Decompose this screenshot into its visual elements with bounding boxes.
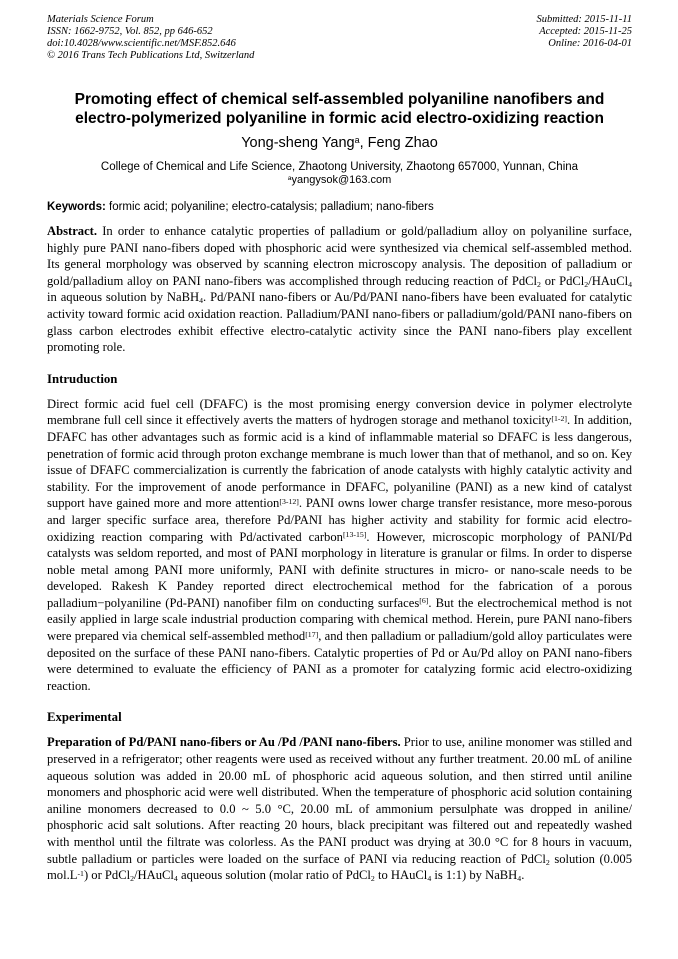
journal-header-left <box>47 14 254 62</box>
abstract-text: In order to enhance catalytic properties of palladium or gold/palladium alloy on polyaniline surface, highly pure PANI nano-fibers doped with phosphoric acid were synthesized via chemical self-assembled method. Its general morphology was observed by scanning electron microscopy analysis. The deposition of palladium or gold/palladium alloy on PANI nano-fibers was accomplished through reducing reaction of PdCl$_2$ or PdCl$_2$/HAuCl$_4$ in aqueous solution by NaBH$_4$. Pd/PANI nano-fibers or Au/Pd/PANI nano-fibers have been evaluated for catalytic activity toward formic acid oxidation reaction. Palladium/PANI nano-fibers or palladium/gold/PANI nano-fibers on glass carbon electrodes exhibit effective electro-catalytic activity since the PANI nano-fibers play excellent promoting role. <box>47 224 632 355</box>
abstract-label: Abstract. <box>47 224 98 238</box>
journal-title: Materials Science Forum <box>47 14 154 25</box>
experimental-heading: Experimental <box>47 710 122 725</box>
online-date: Online: 2016-04-01 <box>548 38 632 49</box>
copyright-line: © 2016 Trans Tech Publications Ltd, Switzerland <box>47 50 255 61</box>
email-line: $^a$yangysok@163.com <box>287 174 392 186</box>
submitted-date: Submitted: 2015-11-11 <box>536 14 632 25</box>
keywords-label: Keywords: <box>47 201 106 213</box>
keywords-line <box>47 200 632 214</box>
keywords-list: formic acid; polyaniline; electro-catalysis; palladium; nano-fibers <box>109 201 434 213</box>
issn-volume-pages: ISSN: 1662-9752, Vol. 852, pp 646-652 <box>47 26 213 37</box>
experimental-runin-heading: Preparation of Pd/PANI nano-fibers or Au /Pd /PANI nano-fibers. <box>47 735 401 750</box>
doi-line: doi:10.4028/www.scientific.net/MSF.852.646 <box>47 38 236 49</box>
journal-header <box>47 14 632 62</box>
journal-header-right <box>536 14 632 62</box>
paper-title: Promoting effect of chemical self-assembled polyaniline nanofibers and electro-polymerized polyaniline in formic acid electro-oxidizing reaction <box>74 91 605 127</box>
introduction-paragraph: Direct formic acid fuel cell (DFAFC) is the most promising energy conversion device in polymer electrolyte membrane full cell since it effectively averts the matters of hydrogen storage and methanol toxicity[1-2]. In addition, DFAFC has other advantages such as formic acid is a kind of inflammable material so DFAFC is less dangerous, penetration of formic acid through proton exchange membrane is much lower than that of methanol, and so on. Key issue of DFAFC commercialization is currently the fabrication of anode catalysts with highly catalytic activity and stability. For the improvement of anode performance in DFAFC, polyaniline (PANI) as a new kind of catalyst support have gained more and more attention[3-12]. PANI owns lower charge transfer resistance, more meso-porous and larger specific surface area, therefore Pd/PANI has higher activity and stability for formic acid electro-oxidizing reaction comparing with Pd/activated carbon[13-15]. However, microscopic morphology of PANI/Pd catalysts was seldom reported, and most of PANI morphology in literature is granular or films. In order to disperse noble metal among PANI more uniformly, PANI with definite structures in micro- or nano-scale needs to be developed. Rakesh K Pandey reported direct electrochemical method for the fabrication of a porous palladium−polyaniline (Pd-PANI) nanofiber film on conducting surfaces[6]. But the electrochemical method is not easily applied in large scale industrial production comparing with chemical method. Herein, pure PANI nano-fibers were prepared via chemical self-assembled method[17], and then palladium or palladium/gold alloy particulates were deposited on the surface of these PANI nano-fibers. Catalytic properties of Pd or Au/Pd alloy on PANI nano-fibers were determined to evaluate the efficiency of PANI as a promoter for catalyzing formic acid electro-oxidizing reaction. <box>47 396 632 693</box>
experimental-text: Prior to use, aniline monomer was stilled and preserved in a refrigerator; other reagents were used as received without any further treatment. 20.00 mL of aniline aqueous solution was added in 20.00 mL of phosphoric acid aqueous solution, and then stirred until aniline monomers and phosphoric acid were well distributed. When the temperature of phosphoric acid solution containing aniline monomers decreased to 0.0 ~ 5.0 °C, 20.00 mL of ammonium persulphate was dropped in aniline/ phosphoric acid salt solutions. After reacting 20 hours, black precipitant was filtered out and repeatedly washed with menthol until the filtrate was colorless. As the PANI product was drying at 30.0 °C for 8 hours in vacuum, subtle palladium or particles were loaded on the surface of PANI via reducing reaction of PdCl$_2$ solution (0.005 $mol.L^{-1}$) or PdCl$_2$/HAuCl$_4$ aqueous solution (molar ratio of PdCl$_2$ to HAuCl$_4$ is 1:1) by NaBH$_4$. <box>47 735 632 884</box>
abstract-paragraph <box>47 223 632 356</box>
introduction-heading: Intruduction <box>47 371 118 386</box>
authors-line: Yong-sheng Yang$^a$, Feng Zhao <box>241 134 438 151</box>
affiliation-line: College of Chemical and Life Science, Zhaotong University, Zhaotong 657000, Yunnan, China <box>100 161 579 173</box>
accepted-date: Accepted: 2015-11-25 <box>539 26 632 37</box>
experimental-paragraph <box>47 734 632 883</box>
